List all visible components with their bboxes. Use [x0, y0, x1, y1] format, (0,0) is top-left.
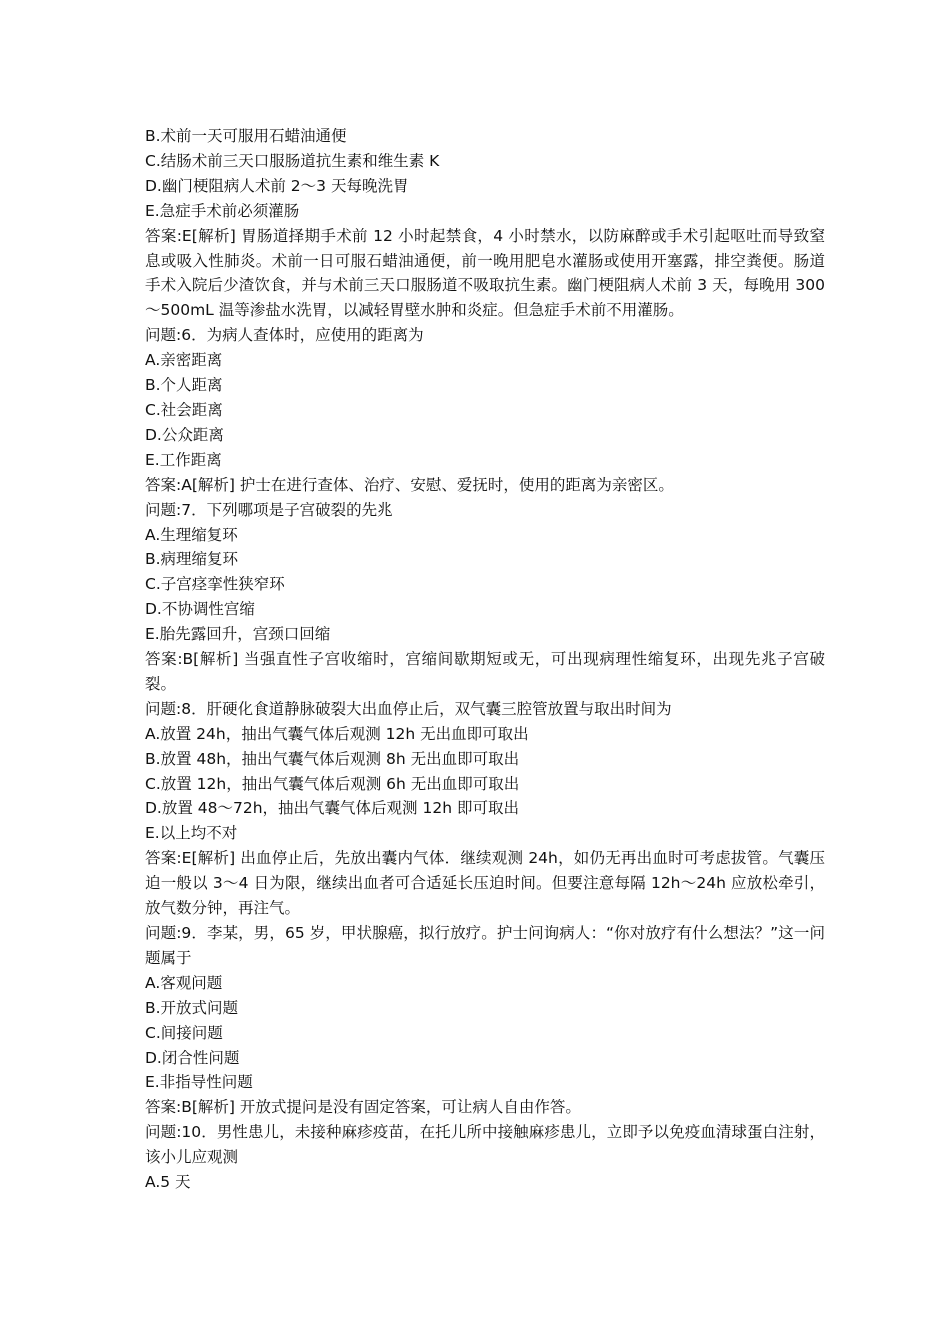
option-a: A.放置 24h，抽出气囊气体后观测 12h 无出血即可取出 [145, 724, 529, 743]
question-8: 问题:8．肝硬化食道静脉破裂大出血停止后，双气囊三腔管放置与取出时间为 [145, 699, 672, 718]
question-7: 问题:7．下列哪项是子宫破裂的先兆 [145, 500, 393, 519]
option-d: D.不协调性宫缩 [145, 600, 255, 619]
answer-explanation: 答案:E[解析] 出血停止后，先放出囊内气体．继续观测 24h，如仍无再出血时可考虑拔管。气囊压迫一般以 3～4 日为限，继续出血者可合适延长压迫时间。但要注意每隔 12h～24h 应放松牵引，放气数分钟，再注气。 [145, 849, 825, 918]
option-a: A.亲密距离 [145, 351, 223, 370]
question-6: 问题:6．为病人查体时，应使用的距离为 [145, 326, 424, 345]
option-b: B.个人距离 [145, 376, 223, 395]
option-b: B.放置 48h，抽出气囊气体后观测 8h 无出血即可取出 [145, 749, 520, 768]
option-d: D.放置 48～72h，抽出气囊气体后观测 12h 即可取出 [145, 799, 519, 818]
option-e: E.以上均不对 [145, 824, 238, 843]
option-c: C.结肠术前三天口服肠道抗生素和维生素 K [145, 151, 440, 170]
option-a: A.生理缩复环 [145, 525, 238, 544]
answer-explanation: 答案:B[解析] 当强直性子宫收缩时，宫缩间歇期短或无，可出现病理性缩复环，出现先兆子宫破裂。 [145, 650, 825, 693]
option-c: C.间接问题 [145, 1023, 223, 1042]
option-a: A.客观问题 [145, 973, 223, 992]
option-e: E.胎先露回升，宫颈口回缩 [145, 625, 331, 644]
option-c: C.放置 12h，抽出气囊气体后观测 6h 无出血即可取出 [145, 774, 520, 793]
option-c: C.社会距离 [145, 400, 223, 419]
question-9: 问题:9．李某，男，65 岁，甲状腺癌，拟行放疗。护士问询病人：“你对放疗有什么想法？”这一问题属于 [145, 924, 825, 967]
option-b: B.病理缩复环 [145, 550, 239, 569]
answer-explanation: 答案:E[解析] 胃肠道择期手术前 12 小时起禁食，4 小时禁水，以防麻醉或手术引起呕吐而导致窒息或吸入性肺炎。术前一日可服石蜡油通便，前一晚用肥皂水灌肠或使用开塞露，排空粪便。肠道手术入院后少渣饮食，并与术前三天口服肠道不吸取抗生素。幽门梗阻病人术前 3 天，每晚用 300～500mL 温等渗盐水洗胃，以减轻胃壁水肿和炎症。但急症手术前不用灌肠。 [145, 226, 825, 320]
option-e: E.急症手术前必须灌肠 [145, 201, 300, 220]
question-10: 问题:10．男性患儿，未接种麻疹疫苗，在托儿所中接触麻疹患儿，立即予以免疫血清球蛋白注射，该小儿应观测 [145, 1123, 825, 1167]
option-e: E.工作距离 [145, 450, 222, 469]
document-page [145, 124, 825, 1195]
option-e: E.非指导性问题 [145, 1073, 253, 1092]
option-c: C.子宫痉挛性狭窄环 [145, 575, 285, 594]
option-a: A.5 天 [145, 1173, 191, 1192]
answer-explanation: 答案:A[解析] 护士在进行查体、治疗、安慰、爱抚时，使用的距离为亲密区。 [145, 475, 674, 494]
option-d: D.闭合性问题 [145, 1048, 240, 1067]
option-b: B.开放式问题 [145, 998, 239, 1017]
option-d: D.公众距离 [145, 425, 224, 444]
answer-explanation: 答案:B[解析] 开放式提问是没有固定答案，可让病人自由作答。 [145, 1098, 581, 1117]
option-b: B.术前一天可服用石蜡油通便 [145, 127, 347, 145]
option-d: D.幽门梗阻病人术前 2～3 天每晚洗胃 [145, 176, 409, 195]
